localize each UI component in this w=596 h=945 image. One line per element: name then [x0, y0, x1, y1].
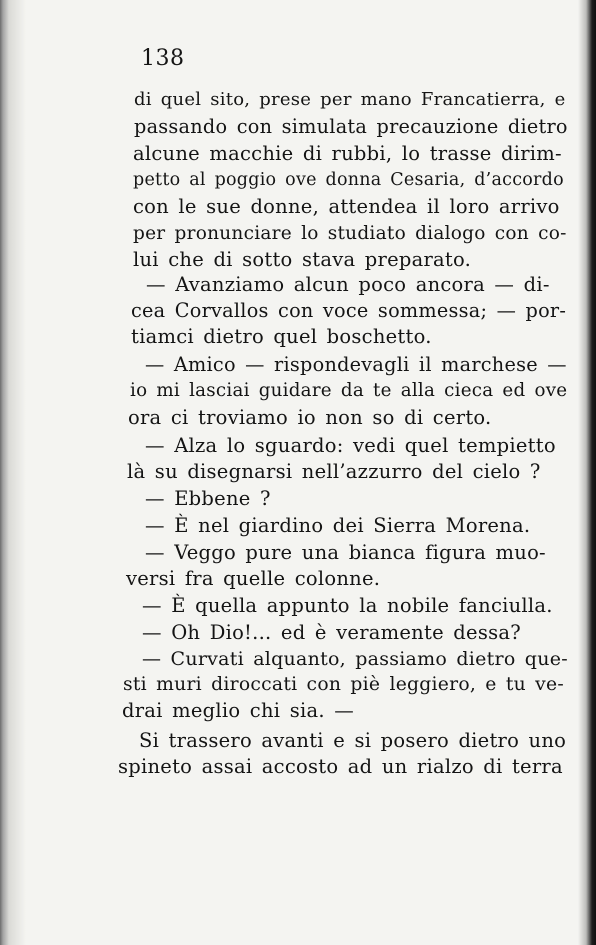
text-line: — Avanziamo alcun poco ancora — di- [146, 273, 550, 296]
text-line: con le sue donne, attendea il loro arrivo [133, 195, 560, 218]
text-line: — È quella appunto la nobile fanciulla. [142, 594, 553, 617]
text-line: alcune macchie di rubbi, lo trasse dirim- [133, 142, 562, 165]
text-line: — Amico — rispondevagli il marchese — [145, 353, 567, 376]
text-line: io mi lasciai guidare da te alla cieca ed ove [130, 380, 568, 401]
text-line: — Curvati alquanto, passiamo dietro que- [142, 648, 568, 670]
text-line: — È nel giardino dei Sierra Morena. [145, 514, 531, 537]
text-line: Si trassero avanti e si posero dietro uno [139, 729, 567, 752]
text-line: ora ci troviamo io non so di certo. [128, 406, 492, 429]
text-line: tiamci dietro quel boschetto. [131, 325, 432, 348]
text-line: drai meglio chi sia. — [122, 699, 354, 722]
text-line: là su disegnarsi nell’azzurro del cielo ? [127, 460, 541, 483]
text-line: cea Corvallos con voce sommessa; — por- [131, 299, 567, 322]
text-line: petto al poggio ove donna Cesaria, d’accordo [133, 170, 564, 190]
text-line: spineto assai accosto ad un rialzo di terra [118, 755, 563, 778]
text-line: sti muri diroccati con piè leggiero, e tu ve- [123, 674, 564, 695]
text-line: lui che di sotto stava preparato. [133, 248, 472, 271]
text-line: — Ebbene ? [145, 487, 271, 510]
text-line: — Veggo pure una bianca figura muo- [145, 541, 546, 564]
text-line: passando con simulata precauzione dietro [134, 115, 568, 138]
text-line: versi fra quelle colonne. [126, 567, 381, 590]
text-line: — Alza lo sguardo: vedi quel tempietto [145, 434, 556, 457]
text-line: per pronunciare lo studiato dialogo con co- [133, 223, 567, 244]
text-line: di quel sito, prese per mano Francatierra, e [134, 89, 566, 110]
page-number: 138 [141, 46, 185, 71]
text-line: — Oh Dio!... ed è veramente dessa? [142, 621, 521, 644]
